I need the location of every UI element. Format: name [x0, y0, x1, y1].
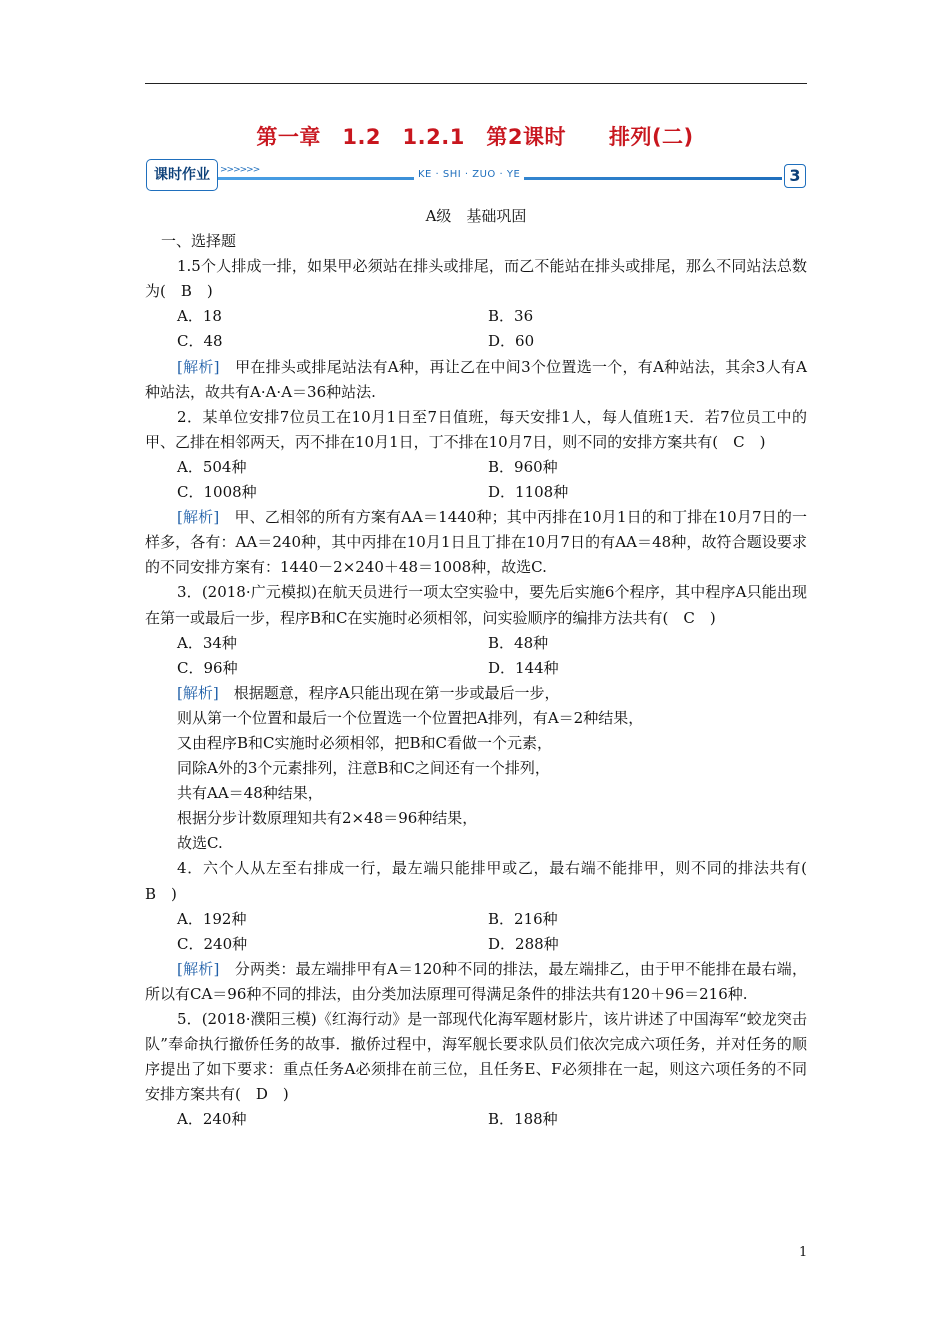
question-3-analysis: [145, 681, 807, 706]
analysis-label: [解析]: [177, 508, 220, 527]
analysis-text: 根据题意，程序A只能出现在第一步或最后一步，: [218, 683, 560, 702]
option-b: B．216种: [488, 909, 558, 928]
question-3-options-row-1: [145, 631, 807, 656]
question-2-options-row-2: [145, 480, 807, 505]
option-b: B．960种: [488, 457, 558, 476]
question-1-options-row-1: [145, 304, 807, 329]
page-title: 第一章 1.2 1.2.1 第2课时 排列(二): [256, 125, 694, 149]
level-heading: A级 基础巩固: [425, 207, 527, 225]
analysis-label: [解析]: [177, 683, 219, 702]
analysis-line: 共有AA＝48种结果，: [177, 784, 323, 803]
option-c: C．48: [177, 332, 223, 351]
question-2-stem: 2．某单位安排7位员工在10月1日至7日值班，每天安排1人，每人值班1天．若7位员工中的甲、乙排在相邻两天，丙不排在10月1日，丁不排在10月7日，则不同的安排方案共有( C ): [145, 407, 807, 451]
option-b: B．48种: [488, 633, 549, 652]
page-number: 1: [799, 1245, 808, 1260]
option-a: A．504种: [177, 457, 247, 476]
banner-arrows: >>>>>>: [220, 165, 260, 175]
analysis-label: [解析]: [177, 959, 220, 978]
question-5-stem: 5．(2018·濮阳三模)《红海行动》是一部现代化海军题材影片，该片讲述了中国海军“蛟龙突击队”奉命执行撤侨任务的故事．撤侨过程中，海军舰长要求队员们依次完成六项任务，并对任务的顺序提出了如下要求：重点任务A必须排在前三位，且任务E、F必须排在一起，则这六项任务的不同安排方案共有( D ): [145, 1010, 807, 1104]
question-4-stem: 4．六个人从左至右排成一行，最左端只能排甲或乙，最右端不能排甲，则不同的排法共有( B ): [145, 859, 823, 903]
analysis-line: 同除A外的3个元素排列，注意B和C之间还有一个排列，: [177, 759, 550, 778]
question-2-analysis: [145, 505, 807, 580]
option-a: A．34种: [177, 633, 237, 652]
analysis-line: 则从第一个位置和最后一个位置选一个位置把A排列，有A＝2种结果，: [177, 708, 644, 727]
option-c: C．1008种: [177, 483, 257, 502]
option-a: A．18: [177, 307, 222, 326]
homework-banner: [146, 157, 808, 195]
document-body: [145, 204, 823, 1132]
option-a: A．240种: [177, 1110, 247, 1129]
option-d: D．144种: [488, 658, 559, 677]
top-rule: [145, 83, 807, 84]
option-d: D．60: [488, 332, 535, 351]
question-3-options-row-2: [145, 656, 807, 681]
analysis-text: 分两类：最左端排甲有A＝120种不同的排法，最左端排乙，由于甲不能排在最右端，所以有CA＝96种不同的排法，由分类加法原理可得满足条件的排法共有120＋96＝216种.: [145, 959, 807, 1003]
option-a: A．192种: [177, 909, 247, 928]
question-2-options-row-1: [145, 455, 807, 480]
question-3-stem: 3．(2018·广元模拟)在航天员进行一项太空实验中，要先后实施6个程序，其中程序A只能出现在第一或最后一步，程序B和C在实施时必须相邻，问实验顺序的编排方法共有( C ): [145, 583, 807, 627]
question-4-analysis: [145, 957, 807, 1007]
option-c: C．96种: [177, 658, 238, 677]
question-1-options-row-2: [145, 329, 807, 354]
option-c: C．240种: [177, 934, 248, 953]
question-1-analysis: [145, 355, 807, 405]
analysis-text: 甲在排头或排尾站法有A种，再让乙在中间3个位置选一个，有A种站法，其余3人有A种站法，故共有A·A·A＝36种站法.: [145, 357, 807, 401]
banner-number: 3: [784, 164, 806, 188]
analysis-text: 甲、乙相邻的所有方案有AA＝1440种；其中丙排在10月1日的和丁排在10月7日的一样多，各有：AA＝240种，其中丙排在10月1日且丁排在10月7日的有AA＝48种，故符合题设要求的不同安排方案有：1440－2×240＋48＝1008种，故选C.: [145, 508, 807, 577]
analysis-line: 又由程序B和C实施时必须相邻，把B和C看做一个元素，: [177, 733, 553, 752]
section-heading: 一、选择题: [161, 232, 237, 251]
analysis-line: 根据分步计数原理知共有2×48＝96种结果，: [177, 809, 478, 828]
option-d: D．288种: [488, 934, 559, 953]
banner-tag: 课时作业: [146, 159, 218, 191]
option-b: B．36: [488, 307, 534, 326]
question-4-options-row-2: [145, 932, 807, 957]
question-4-options-row-1: [145, 907, 807, 932]
banner-label: KE · SHI · ZUO · YE: [414, 169, 524, 180]
option-d: D．1108种: [488, 483, 569, 502]
question-1-stem: 1.5个人排成一排，如果甲必须站在排头或排尾，而乙不能站在排头或排尾，那么不同站法总数为( B ): [145, 257, 807, 301]
analysis-label: [解析]: [177, 357, 220, 376]
analysis-line: 故选C.: [177, 834, 223, 853]
question-5-options-row-1: [145, 1107, 807, 1132]
option-b: B．188种: [488, 1110, 558, 1129]
